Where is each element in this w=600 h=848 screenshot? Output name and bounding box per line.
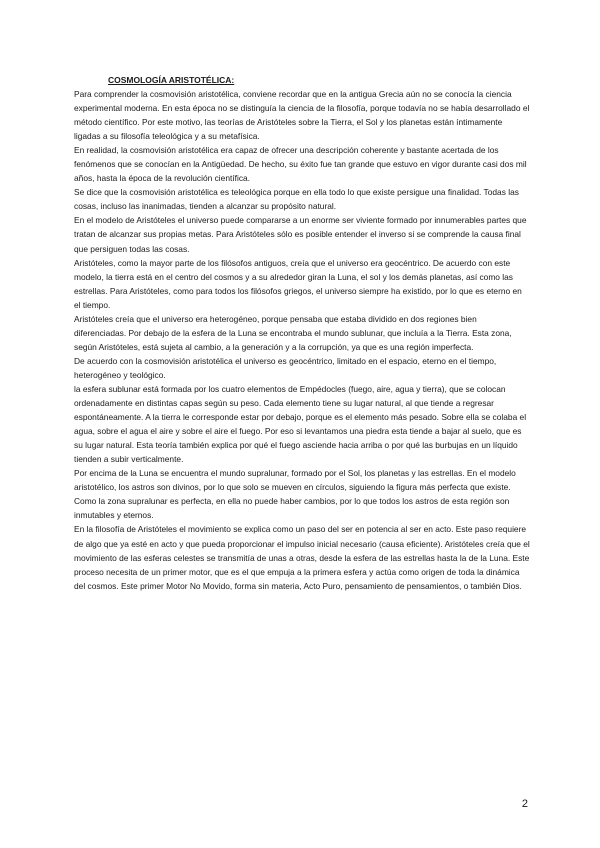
paragraph-7: De acuerdo con la cosmovisión aristotélica el universo es geocéntrico, limitado en el espacio, eterno en el tiempo, heterogéneo y teológico.	[74, 355, 497, 380]
document-title: COSMOLOGÍA ARISTOTÉLICA:	[108, 75, 235, 85]
paragraph-9: Por encima de la Luna se encuentra el mundo supralunar, formado por el Sol, los planetas y las estrellas. En el modelo aristotélico, los astros son divinos, por lo que solo se mueven en círculos, siguiendo la figura más perfecta que existe. Como la zona supralunar es perfecta, en ella no puede haber cambios, por lo que todos los astros de esta región son inmutables y eternos.	[74, 468, 516, 521]
paragraph-8: la esfera sublunar está formada por los cuatro elementos de Empédocles (fuego, aire, agua y tierra), que se colocan ordenadamente en distintas capas según su peso. Cada elemento tiene su lugar natural, al que tiende a regresar espontáneamente. A la tierra le corresponde estar por debajo, porque es el elemento más pesado. Sobre ella se colaba el agua, sobre el agua el aire y sobre el aire el fuego. Por eso si levantamos una piedra esta tiende a bajar al suelo, que es su lugar natural. Esta teoría también explica por qué el fuego asciende hacia arriba o por qué las burbujas en un líquido tienden a subir verticalmente.	[74, 383, 527, 465]
paragraph-5: Aristóteles, como la mayor parte de los filósofos antiguos, creía que el universo era geocéntrico. De acuerdo con este modelo, la tierra está en el centro del cosmos y a su alrededor giran la Luna, el sol y los demás planetas, así como las estrellas. Para Aristóteles, como para todos los filósofos griegos, el universo siempre ha existido, por lo que es eterno en el tiempo.	[74, 257, 522, 310]
paragraph-6: Aristóteles creía que el universo era heterogéneo, porque pensaba que estaba dividido en dos regiones bien diferenciadas. Por debajo de la esfera de la Luna se encontraba el mundo sublunar, que incluía a la Tierra. Esta zona, según Aristóteles, está sujeta al cambio, a la generación y a la corrupción, ya que es una región imperfecta.	[74, 313, 512, 352]
document-body	[74, 87, 530, 593]
paragraph-2: En realidad, la cosmovisión aristotélica era capaz de ofrecer una descripción coherente y bastante acertada de los fenómenos que se conocían en la Antigüedad. De hecho, su éxito fue tan grande que estuvo en vigor durante casi dos mil años, hasta la época de la revolución científica.	[74, 145, 527, 184]
paragraph-1: Para comprender la cosmovisión aristotélica, conviene recordar que en la antigua Grecia aún no se conocía la ciencia experimental moderna. En esta época no se distinguía la ciencia de la filosofía, porque todavía no se había desarrollado el método científico. Por este motivo, las teorías de Aristóteles sobre la Tierra, el Sol y los planetas están íntimamente ligadas a su filosofía teleológica y a su metafísica.	[74, 89, 530, 142]
paragraph-4: En el modelo de Aristóteles el universo puede compararse a un enorme ser viviente formado por innumerables partes que tratan de alcanzar sus propias metas. Para Aristóteles sólo es posible entender el inverso si se comprende la causa final que persiguen todas las cosas.	[74, 215, 527, 254]
page-number: 2	[521, 798, 528, 810]
paragraph-10: En la filosofía de Aristóteles el movimiento se explica como un paso del ser en potencia al ser en acto. Este paso requiere de algo que ya esté en acto y que pueda proporcionar el impulso inicial necesario (causa eficiente). Aristóteles creía que el movimiento de las esferas celestes se transmitía de unas a otras, desde la esfera de las estrellas hasta la de la Luna. Este proceso necesita de un primer motor, que es el que empuja a la primera esfera y actúa como origen de toda la dinámica del cosmos. Este primer Motor No Movido, forma sin materia, Acto Puro, pensamiento de pensamientos, o también Dios.	[74, 524, 530, 591]
paragraph-3: Se dice que la cosmovisión aristotélica es teleológica porque en ella todo lo que existe persigue una finalidad. Todas las cosas, incluso las inanimadas, tienden a alcanzar su propósito natural.	[74, 187, 519, 212]
